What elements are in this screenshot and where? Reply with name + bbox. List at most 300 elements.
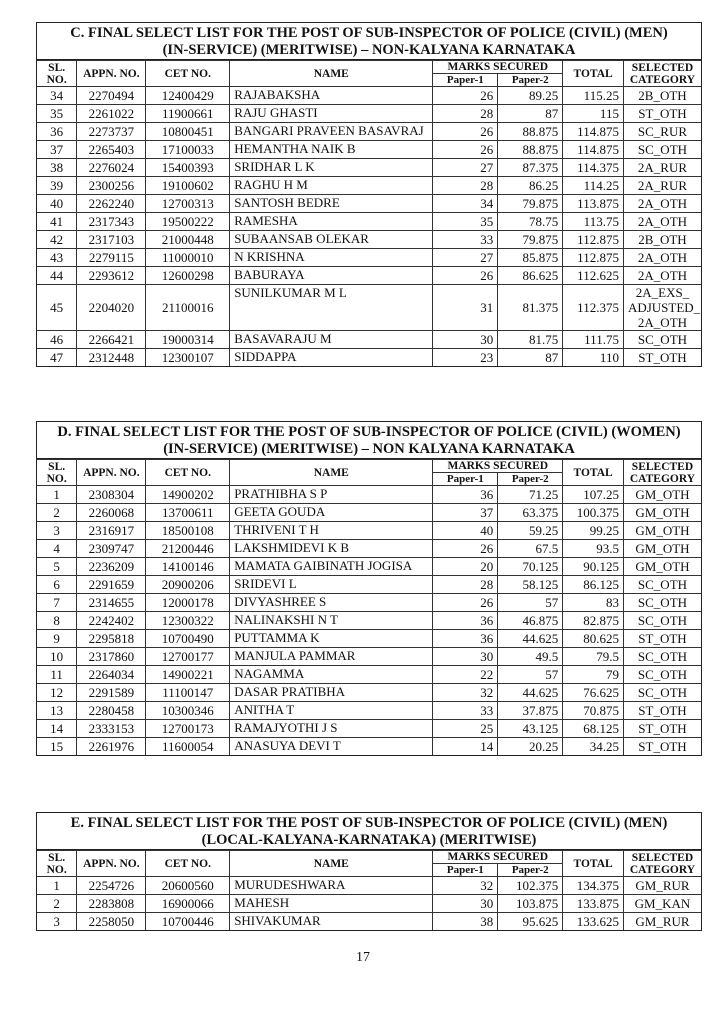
section-title [37, 813, 701, 850]
cell-cet: 20900206 [146, 576, 230, 594]
cell-appn: 2236209 [77, 558, 146, 576]
table-row [37, 558, 701, 576]
cell-cet: 12700177 [146, 648, 230, 666]
cell-sl: 3 [37, 522, 77, 540]
cell-paper1: 14 [433, 738, 498, 756]
cell-sl: 8 [37, 612, 77, 630]
select-list-table [37, 459, 701, 755]
cell-total: 112.875 [563, 231, 624, 249]
cell-paper2: 88.875 [498, 123, 563, 141]
table-row [37, 913, 701, 931]
cell-name: SHIVAKUMAR [230, 913, 433, 931]
cell-sl: 12 [37, 684, 77, 702]
cell-sl: 7 [37, 594, 77, 612]
cell-name: RAMAJYOTHI J S [230, 720, 433, 738]
header-paper2: Paper-2 [498, 864, 563, 877]
section-title-line1: D. FINAL SELECT LIST FOR THE POST OF SUB-INSPECTOR OF POLICE (CIVIL) (WOMEN) [57, 424, 681, 440]
section-c [36, 22, 702, 367]
cell-paper2: 20.25 [498, 738, 563, 756]
cell-appn: 2261022 [77, 105, 146, 123]
cell-paper1: 26 [433, 594, 498, 612]
cell-appn: 2316917 [77, 522, 146, 540]
cell-category: ST_OTH [623, 720, 701, 738]
cell-sl: 3 [37, 913, 77, 931]
cell-name: BASAVARAJU M [230, 331, 433, 349]
cell-category: SC_OTH [623, 684, 701, 702]
cell-paper2: 43.125 [498, 720, 563, 738]
table-row [37, 895, 701, 913]
cell-category: SC_OTH [623, 576, 701, 594]
cell-name: SIDDAPPA [230, 349, 433, 367]
cell-category: SC_OTH [623, 331, 701, 349]
cell-appn: 2308304 [77, 486, 146, 504]
cell-cet: 21200446 [146, 540, 230, 558]
cell-cet: 11000010 [146, 249, 230, 267]
table-row [37, 195, 701, 213]
cell-name: THRIVENI T H [230, 522, 433, 540]
cell-appn: 2265403 [77, 141, 146, 159]
cell-total: 112.625 [563, 267, 624, 285]
cell-appn: 2293612 [77, 267, 146, 285]
cell-paper1: 37 [433, 504, 498, 522]
cell-paper1: 26 [433, 540, 498, 558]
cell-name: RAGHU H M [230, 177, 433, 195]
cell-appn: 2242402 [77, 612, 146, 630]
header-category: SELECTED CATEGORY [623, 460, 701, 486]
cell-paper1: 20 [433, 558, 498, 576]
cell-cet: 11100147 [146, 684, 230, 702]
cell-category: SC_OTH [623, 666, 701, 684]
section-title-line2: (LOCAL-KALYANA-KARNATAKA) (MERITWISE) [201, 832, 537, 848]
cell-name: SANTOSH BEDRE [230, 195, 433, 213]
header-appn: APPN. NO. [77, 851, 146, 877]
cell-total: 110 [563, 349, 624, 367]
table-row [37, 877, 701, 895]
table-row [37, 612, 701, 630]
header-name: NAME [230, 460, 433, 486]
cell-appn: 2261976 [77, 738, 146, 756]
select-list-table [37, 60, 701, 366]
cell-cet: 12000178 [146, 594, 230, 612]
table-row [37, 630, 701, 648]
cell-name: DASAR PRATIBHA [230, 684, 433, 702]
cell-total: 107.25 [563, 486, 624, 504]
cell-cet: 11900661 [146, 105, 230, 123]
cell-total: 68.125 [563, 720, 624, 738]
cell-paper2: 44.625 [498, 630, 563, 648]
cell-sl: 45 [37, 285, 77, 331]
cell-paper1: 32 [433, 684, 498, 702]
cell-name: PRATHIBHA S P [230, 486, 433, 504]
cell-paper1: 26 [433, 141, 498, 159]
cell-appn: 2260068 [77, 504, 146, 522]
cell-category: GM_RUR [623, 913, 701, 931]
table-row [37, 141, 701, 159]
cell-name: DIVYASHREE S [230, 594, 433, 612]
cell-total: 83 [563, 594, 624, 612]
cell-paper2: 103.875 [498, 895, 563, 913]
cell-paper1: 26 [433, 87, 498, 105]
cell-appn: 2283808 [77, 895, 146, 913]
cell-paper1: 31 [433, 285, 498, 331]
cell-paper2: 49.5 [498, 648, 563, 666]
cell-paper1: 35 [433, 213, 498, 231]
cell-cet: 19100602 [146, 177, 230, 195]
cell-appn: 2279115 [77, 249, 146, 267]
header-total: TOTAL [563, 61, 624, 87]
cell-paper2: 57 [498, 666, 563, 684]
cell-sl: 34 [37, 87, 77, 105]
cell-cet: 10700490 [146, 630, 230, 648]
table-row [37, 594, 701, 612]
cell-name: RAJU GHASTI [230, 105, 433, 123]
header-sl: SL. NO. [37, 851, 77, 877]
table-row [37, 666, 701, 684]
cell-appn: 2317343 [77, 213, 146, 231]
cell-category: GM_KAN [623, 895, 701, 913]
table-row [37, 576, 701, 594]
cell-total: 112.875 [563, 249, 624, 267]
cell-category: SC_RUR [623, 123, 701, 141]
cell-paper1: 26 [433, 267, 498, 285]
header-cet: CET NO. [146, 460, 230, 486]
table-row [37, 702, 701, 720]
table-row [37, 349, 701, 367]
cell-appn: 2204020 [77, 285, 146, 331]
cell-total: 115 [563, 105, 624, 123]
table-row [37, 720, 701, 738]
cell-total: 114.875 [563, 123, 624, 141]
cell-cet: 10700446 [146, 913, 230, 931]
cell-appn: 2254726 [77, 877, 146, 895]
cell-appn: 2258050 [77, 913, 146, 931]
cell-total: 134.375 [563, 877, 624, 895]
header-marks: MARKS SECURED [433, 460, 563, 473]
cell-sl: 9 [37, 630, 77, 648]
header-paper1: Paper-1 [433, 473, 498, 486]
cell-sl: 11 [37, 666, 77, 684]
cell-category: 2B_OTH [623, 231, 701, 249]
table-row [37, 159, 701, 177]
cell-paper2: 70.125 [498, 558, 563, 576]
cell-name: SRIDHAR L K [230, 159, 433, 177]
table-row [37, 87, 701, 105]
cell-paper2: 46.875 [498, 612, 563, 630]
cell-category: 2A_OTH [623, 195, 701, 213]
cell-appn: 2280458 [77, 702, 146, 720]
cell-sl: 35 [37, 105, 77, 123]
cell-paper2: 87.375 [498, 159, 563, 177]
cell-total: 93.5 [563, 540, 624, 558]
cell-total: 82.875 [563, 612, 624, 630]
cell-cet: 21100016 [146, 285, 230, 331]
cell-sl: 46 [37, 331, 77, 349]
cell-paper2: 86.25 [498, 177, 563, 195]
table-row [37, 285, 701, 331]
cell-name: ANITHA T [230, 702, 433, 720]
cell-appn: 2264034 [77, 666, 146, 684]
cell-name: RAJABAKSHA [230, 87, 433, 105]
table-row [37, 123, 701, 141]
table-row [37, 738, 701, 756]
cell-cet: 19500222 [146, 213, 230, 231]
cell-category: SC_OTH [623, 648, 701, 666]
cell-paper2: 87 [498, 349, 563, 367]
cell-paper2: 102.375 [498, 877, 563, 895]
cell-category: GM_OTH [623, 504, 701, 522]
cell-appn: 2314655 [77, 594, 146, 612]
cell-name: LAKSHMIDEVI K B [230, 540, 433, 558]
cell-sl: 38 [37, 159, 77, 177]
cell-category: 2A_EXS_ ADJUSTED_ 2A_OTH [623, 285, 701, 331]
cell-sl: 4 [37, 540, 77, 558]
cell-paper1: 36 [433, 486, 498, 504]
cell-paper2: 81.375 [498, 285, 563, 331]
cell-total: 114.875 [563, 141, 624, 159]
cell-category: GM_RUR [623, 877, 701, 895]
table-row [37, 684, 701, 702]
cell-appn: 2300256 [77, 177, 146, 195]
cell-name: SRIDEVI L [230, 576, 433, 594]
cell-name: BABURAYA [230, 267, 433, 285]
cell-cet: 19000314 [146, 331, 230, 349]
table-row [37, 177, 701, 195]
cell-category: 2B_OTH [623, 87, 701, 105]
section-title-line1: C. FINAL SELECT LIST FOR THE POST OF SUB-INSPECTOR OF POLICE (CIVIL) (MEN) [70, 25, 668, 41]
cell-category: SC_OTH [623, 141, 701, 159]
cell-category: GM_OTH [623, 486, 701, 504]
cell-name: PUTTAMMA K [230, 630, 433, 648]
cell-paper1: 30 [433, 648, 498, 666]
cell-appn: 2317860 [77, 648, 146, 666]
cell-total: 86.125 [563, 576, 624, 594]
cell-sl: 15 [37, 738, 77, 756]
header-marks: MARKS SECURED [433, 61, 563, 74]
cell-name: SUBAANSAB OLEKAR [230, 231, 433, 249]
cell-sl: 1 [37, 486, 77, 504]
cell-appn: 2312448 [77, 349, 146, 367]
cell-name: ANASUYA DEVI T [230, 738, 433, 756]
cell-sl: 39 [37, 177, 77, 195]
cell-total: 79 [563, 666, 624, 684]
table-row [37, 213, 701, 231]
cell-name: MAMATA GAIBINATH JOGISA [230, 558, 433, 576]
cell-name: BANGARI PRAVEEN BASAVRAJ [230, 123, 433, 141]
header-appn: APPN. NO. [77, 61, 146, 87]
table-row [37, 105, 701, 123]
table-row [37, 249, 701, 267]
cell-category: ST_OTH [623, 105, 701, 123]
cell-paper2: 95.625 [498, 913, 563, 931]
header-sl: SL. NO. [37, 460, 77, 486]
cell-category: 2A_OTH [623, 267, 701, 285]
cell-cet: 12700313 [146, 195, 230, 213]
header-category: SELECTED CATEGORY [623, 851, 701, 877]
cell-paper1: 27 [433, 249, 498, 267]
cell-sl: 2 [37, 895, 77, 913]
cell-appn: 2266421 [77, 331, 146, 349]
header-name: NAME [230, 61, 433, 87]
cell-paper2: 44.625 [498, 684, 563, 702]
cell-paper2: 63.375 [498, 504, 563, 522]
cell-total: 115.25 [563, 87, 624, 105]
cell-category: ST_OTH [623, 630, 701, 648]
cell-cet: 12300322 [146, 612, 230, 630]
cell-cet: 16900066 [146, 895, 230, 913]
cell-sl: 41 [37, 213, 77, 231]
cell-name: SUNILKUMAR M L [230, 285, 433, 331]
cell-cet: 12400429 [146, 87, 230, 105]
cell-cet: 12600298 [146, 267, 230, 285]
cell-appn: 2276024 [77, 159, 146, 177]
section-e [36, 812, 702, 931]
cell-cet: 12700173 [146, 720, 230, 738]
section-title-line1: E. FINAL SELECT LIST FOR THE POST OF SUB-INSPECTOR OF POLICE (CIVIL) (MEN) [70, 815, 668, 831]
cell-category: ST_OTH [623, 349, 701, 367]
cell-cet: 13700611 [146, 504, 230, 522]
cell-appn: 2262240 [77, 195, 146, 213]
cell-total: 114.375 [563, 159, 624, 177]
cell-category: 2A_RUR [623, 159, 701, 177]
header-paper1: Paper-1 [433, 74, 498, 87]
cell-appn: 2309747 [77, 540, 146, 558]
cell-paper1: 34 [433, 195, 498, 213]
cell-total: 76.625 [563, 684, 624, 702]
header-paper2: Paper-2 [498, 473, 563, 486]
cell-category: 2A_RUR [623, 177, 701, 195]
cell-name: RAMESHA [230, 213, 433, 231]
cell-category: SC_OTH [623, 594, 701, 612]
cell-total: 112.375 [563, 285, 624, 331]
cell-cet: 10800451 [146, 123, 230, 141]
header-total: TOTAL [563, 851, 624, 877]
header-name: NAME [230, 851, 433, 877]
cell-sl: 42 [37, 231, 77, 249]
select-list-table [37, 850, 701, 930]
section-title [37, 23, 701, 60]
cell-total: 111.75 [563, 331, 624, 349]
cell-name: NALINAKSHI N T [230, 612, 433, 630]
cell-total: 79.5 [563, 648, 624, 666]
table-row [37, 504, 701, 522]
cell-paper1: 23 [433, 349, 498, 367]
cell-total: 114.25 [563, 177, 624, 195]
cell-total: 133.625 [563, 913, 624, 931]
section-title-line2: (IN-SERVICE) (MERITWISE) – NON-KALYANA KARNATAKA [162, 42, 576, 58]
cell-paper1: 28 [433, 177, 498, 195]
cell-total: 80.625 [563, 630, 624, 648]
table-row [37, 231, 701, 249]
cell-paper2: 78.75 [498, 213, 563, 231]
section-title [37, 422, 701, 459]
cell-sl: 1 [37, 877, 77, 895]
cell-sl: 47 [37, 349, 77, 367]
cell-paper2: 37.875 [498, 702, 563, 720]
cell-total: 113.875 [563, 195, 624, 213]
cell-paper2: 79.875 [498, 231, 563, 249]
cell-cet: 11600054 [146, 738, 230, 756]
cell-total: 70.875 [563, 702, 624, 720]
cell-paper2: 57 [498, 594, 563, 612]
cell-paper1: 26 [433, 123, 498, 141]
cell-name: MAHESH [230, 895, 433, 913]
cell-paper2: 89.25 [498, 87, 563, 105]
header-appn: APPN. NO. [77, 460, 146, 486]
section-d [36, 421, 702, 756]
cell-sl: 40 [37, 195, 77, 213]
cell-appn: 2270494 [77, 87, 146, 105]
cell-name: N KRISHNA [230, 249, 433, 267]
cell-total: 90.125 [563, 558, 624, 576]
cell-paper1: 28 [433, 576, 498, 594]
cell-paper2: 79.875 [498, 195, 563, 213]
header-category: SELECTED CATEGORY [623, 61, 701, 87]
cell-cet: 17100033 [146, 141, 230, 159]
cell-paper1: 36 [433, 612, 498, 630]
table-row [37, 540, 701, 558]
cell-sl: 44 [37, 267, 77, 285]
cell-category: ST_OTH [623, 702, 701, 720]
cell-sl: 36 [37, 123, 77, 141]
cell-sl: 5 [37, 558, 77, 576]
cell-paper2: 85.875 [498, 249, 563, 267]
cell-sl: 37 [37, 141, 77, 159]
cell-total: 34.25 [563, 738, 624, 756]
cell-cet: 14100146 [146, 558, 230, 576]
cell-total: 133.875 [563, 895, 624, 913]
cell-category: GM_OTH [623, 558, 701, 576]
cell-name: MURUDESHWARA [230, 877, 433, 895]
cell-sl: 13 [37, 702, 77, 720]
cell-cet: 18500108 [146, 522, 230, 540]
table-row [37, 522, 701, 540]
cell-cet: 14900202 [146, 486, 230, 504]
header-sl: SL. NO. [37, 61, 77, 87]
cell-appn: 2273737 [77, 123, 146, 141]
cell-paper1: 30 [433, 331, 498, 349]
cell-paper2: 86.625 [498, 267, 563, 285]
cell-category: 2A_OTH [623, 249, 701, 267]
cell-cet: 10300346 [146, 702, 230, 720]
cell-sl: 14 [37, 720, 77, 738]
cell-category: GM_OTH [623, 522, 701, 540]
section-title-line2: (IN-SERVICE) (MERITWISE) – NON KALYANA KARNATAKA [163, 441, 575, 457]
cell-paper2: 58.125 [498, 576, 563, 594]
cell-paper1: 40 [433, 522, 498, 540]
page-number: 17 [356, 950, 370, 965]
cell-paper2: 71.25 [498, 486, 563, 504]
cell-paper2: 87 [498, 105, 563, 123]
cell-appn: 2291589 [77, 684, 146, 702]
cell-category: 2A_OTH [623, 213, 701, 231]
cell-paper1: 30 [433, 895, 498, 913]
header-total: TOTAL [563, 460, 624, 486]
cell-sl: 6 [37, 576, 77, 594]
cell-cet: 21000448 [146, 231, 230, 249]
table-row [37, 267, 701, 285]
table-row [37, 331, 701, 349]
cell-paper1: 32 [433, 877, 498, 895]
header-cet: CET NO. [146, 61, 230, 87]
header-cet: CET NO. [146, 851, 230, 877]
cell-paper1: 33 [433, 231, 498, 249]
cell-paper1: 27 [433, 159, 498, 177]
cell-paper2: 88.875 [498, 141, 563, 159]
cell-cet: 14900221 [146, 666, 230, 684]
cell-name: HEMANTHA NAIK B [230, 141, 433, 159]
cell-total: 100.375 [563, 504, 624, 522]
cell-paper1: 28 [433, 105, 498, 123]
